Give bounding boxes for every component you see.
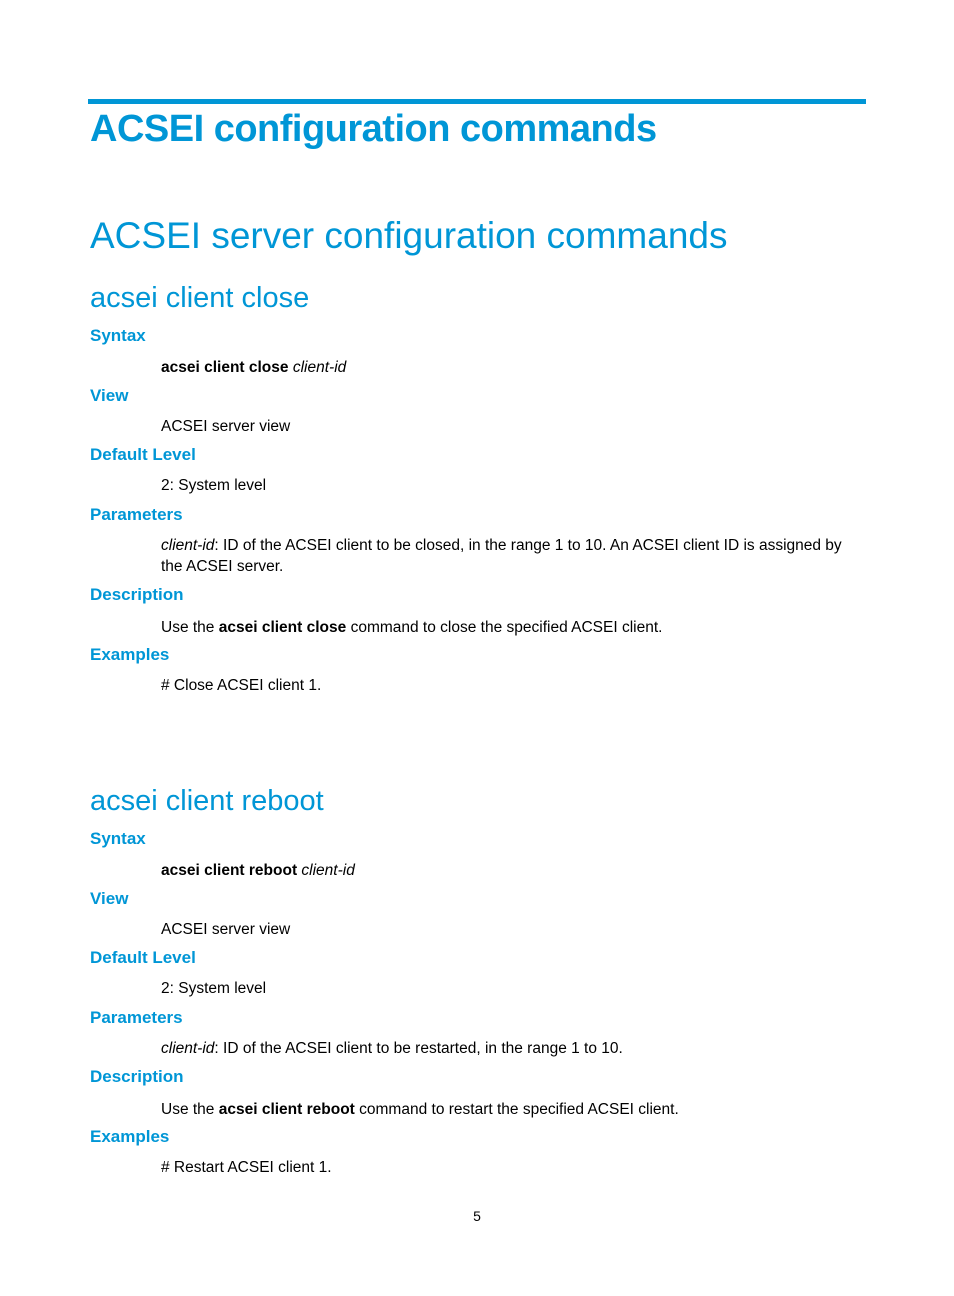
example-text: # Restart ACSEI client 1. (161, 1159, 332, 1176)
syntax-argument: client-id (301, 862, 355, 879)
section-title: ACSEI server configuration commands (90, 215, 728, 256)
syntax-argument: client-id (292, 359, 347, 376)
description-text: Use the acsei client reboot command to restart the specified ACSEI client. (161, 1101, 679, 1118)
param-name: client-id (161, 1040, 215, 1057)
param-name: client-id (161, 537, 215, 554)
syntax-line (161, 860, 355, 881)
syntax-command: acsei client close (161, 359, 289, 376)
parameters-heading: Parameters (90, 1008, 183, 1027)
description-command: acsei client close (218, 619, 347, 636)
description-command: acsei client reboot (218, 1101, 355, 1118)
view-heading: View (90, 889, 129, 908)
description-text: Use the acsei client close command to close the specified ACSEI client. (161, 619, 663, 636)
syntax-heading: Syntax (90, 829, 146, 848)
default-level-heading: Default Level (90, 445, 196, 464)
parameters-heading: Parameters (90, 505, 183, 524)
parameters-text (161, 535, 866, 577)
example-text: # Close ACSEI client 1. (161, 677, 322, 694)
view-text: ACSEI server view (161, 921, 291, 938)
default-level-text: 2: System level (161, 477, 267, 494)
param-description: : ID of the ACSEI client to be restarted, in the range 1 to 10. (214, 1040, 623, 1057)
view-heading: View (90, 386, 129, 405)
description-heading: Description (90, 1067, 184, 1086)
examples-heading: Examples (90, 645, 170, 664)
command-title: acsei client close (90, 282, 310, 314)
param-description: : ID of the ACSEI client to be closed, in the range 1 to 10. An ACSEI client ID is assigned by the ACSEI server. (161, 537, 842, 575)
parameters-text (161, 1038, 866, 1059)
syntax-heading: Syntax (90, 326, 146, 345)
chapter-top-rule (88, 99, 866, 104)
syntax-command: acsei client reboot (161, 862, 298, 879)
examples-heading: Examples (90, 1127, 170, 1146)
default-level-text: 2: System level (161, 980, 267, 997)
page-number: 5 (473, 1208, 481, 1224)
syntax-line (161, 357, 346, 378)
default-level-heading: Default Level (90, 948, 196, 967)
view-text: ACSEI server view (161, 418, 291, 435)
command-title: acsei client reboot (90, 785, 324, 817)
chapter-title: ACSEI configuration commands (90, 108, 657, 150)
description-heading: Description (90, 585, 184, 604)
